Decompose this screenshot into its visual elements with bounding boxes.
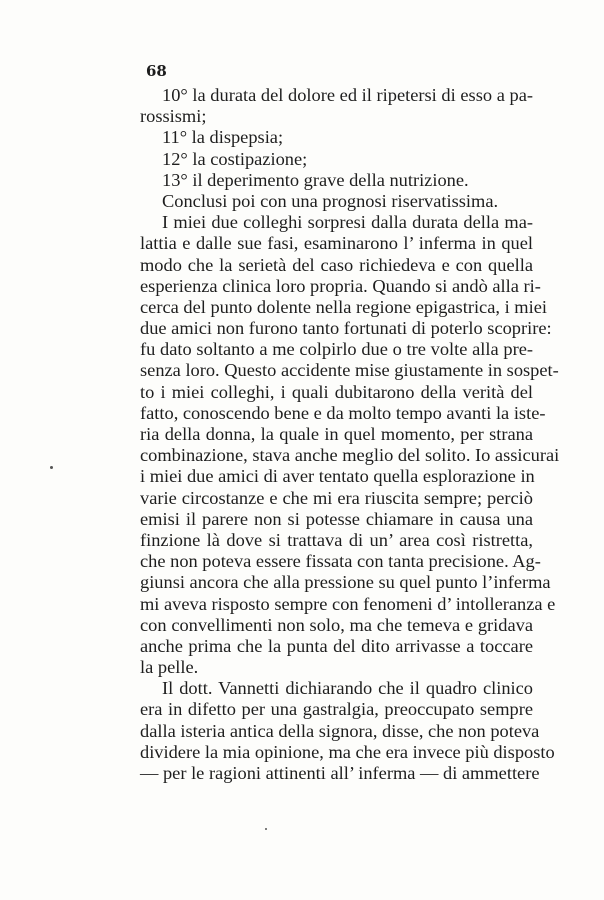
text-line: — per le ragioni attinenti all’ inferma — di ammettere: [140, 763, 540, 783]
text-line: era in difetto per una gastralgia, preoccupato sempre: [140, 699, 533, 720]
text-line: giunsi ancora che alla pressione su quel punto l’inferma: [140, 572, 551, 593]
text-line: esperienza clinica loro propria. Quando si andò alla ri-: [140, 275, 541, 296]
text-line: anche prima che la punta del dito arrivasse a toccare: [140, 635, 533, 656]
text-line: mi aveva risposto sempre con fenomeni d’ intolleranza e: [140, 593, 556, 614]
text-line: finzione là dove si trattava di un’ area così ristretta,: [140, 529, 533, 550]
text-line: Il dott. Vannetti dichiarando che il quadro clinico: [162, 678, 533, 699]
text-line: dalla isteria antica della signora, disse, che non poteva: [140, 720, 540, 741]
text-line: che non poteva essere fissata con tanta precisione. Ag-: [140, 551, 541, 572]
text-line: rossismi;: [140, 106, 207, 127]
text-line: 11° la dispepsia;: [162, 127, 284, 148]
stray-ink-dot: [50, 466, 53, 469]
text-line: i miei due amici di aver tentato quella esplorazione in: [140, 466, 535, 487]
text-line: la pelle.: [140, 657, 199, 678]
body-text: [140, 85, 560, 784]
text-line: con convellimenti non solo, ma che temeva e gridava: [140, 614, 533, 635]
text-line: fatto, conoscendo bene e da molto tempo avanti la iste-: [140, 402, 546, 423]
text-line: 10° la durata del dolore ed il ripetersi di esso a pa-: [162, 85, 533, 105]
text-line: varie circostanze e che mi era riuscita sempre; perciò: [140, 487, 533, 508]
text-line: emisi il parere non si potesse chiamare in causa una: [140, 508, 533, 529]
text-line: modo che la serietà del caso richiedeva e con quella: [140, 254, 533, 275]
text-line: ria della donna, la quale in quel momento, per strana: [140, 424, 533, 444]
text-line: to i miei colleghi, i quali dubitarono della verità del: [140, 381, 533, 402]
text-line: 13° il deperimento grave della nutrizione.: [162, 169, 469, 190]
text-line: due amici non furono tanto fortunati di poterlo scoprire:: [140, 318, 552, 339]
text-line: lattia e dalle sue fasi, esaminarono l’ inferma in quel: [140, 233, 533, 254]
text-line: Conclusi poi con una prognosi riservatissima.: [162, 190, 499, 211]
text-line: 12° la costipazione;: [162, 148, 308, 169]
stray-ink-dot: [265, 828, 267, 830]
text-line: combinazione, stava anche meglio del solito. Io assicurai: [140, 445, 560, 466]
page-number: 68: [146, 62, 167, 80]
text-line: dividere la mia opinione, ma che era invece più disposto: [140, 741, 555, 762]
text-line: senza loro. Questo accidente mise giustamente in sospet-: [140, 360, 559, 381]
text-line: I miei due colleghi sorpresi dalla durata della ma-: [162, 212, 533, 233]
text-line: fu dato soltanto a me colpirlo due o tre volte alla pre-: [140, 339, 533, 360]
text-line: cerca del punto dolente nella regione epigastrica, i miei: [140, 296, 547, 317]
